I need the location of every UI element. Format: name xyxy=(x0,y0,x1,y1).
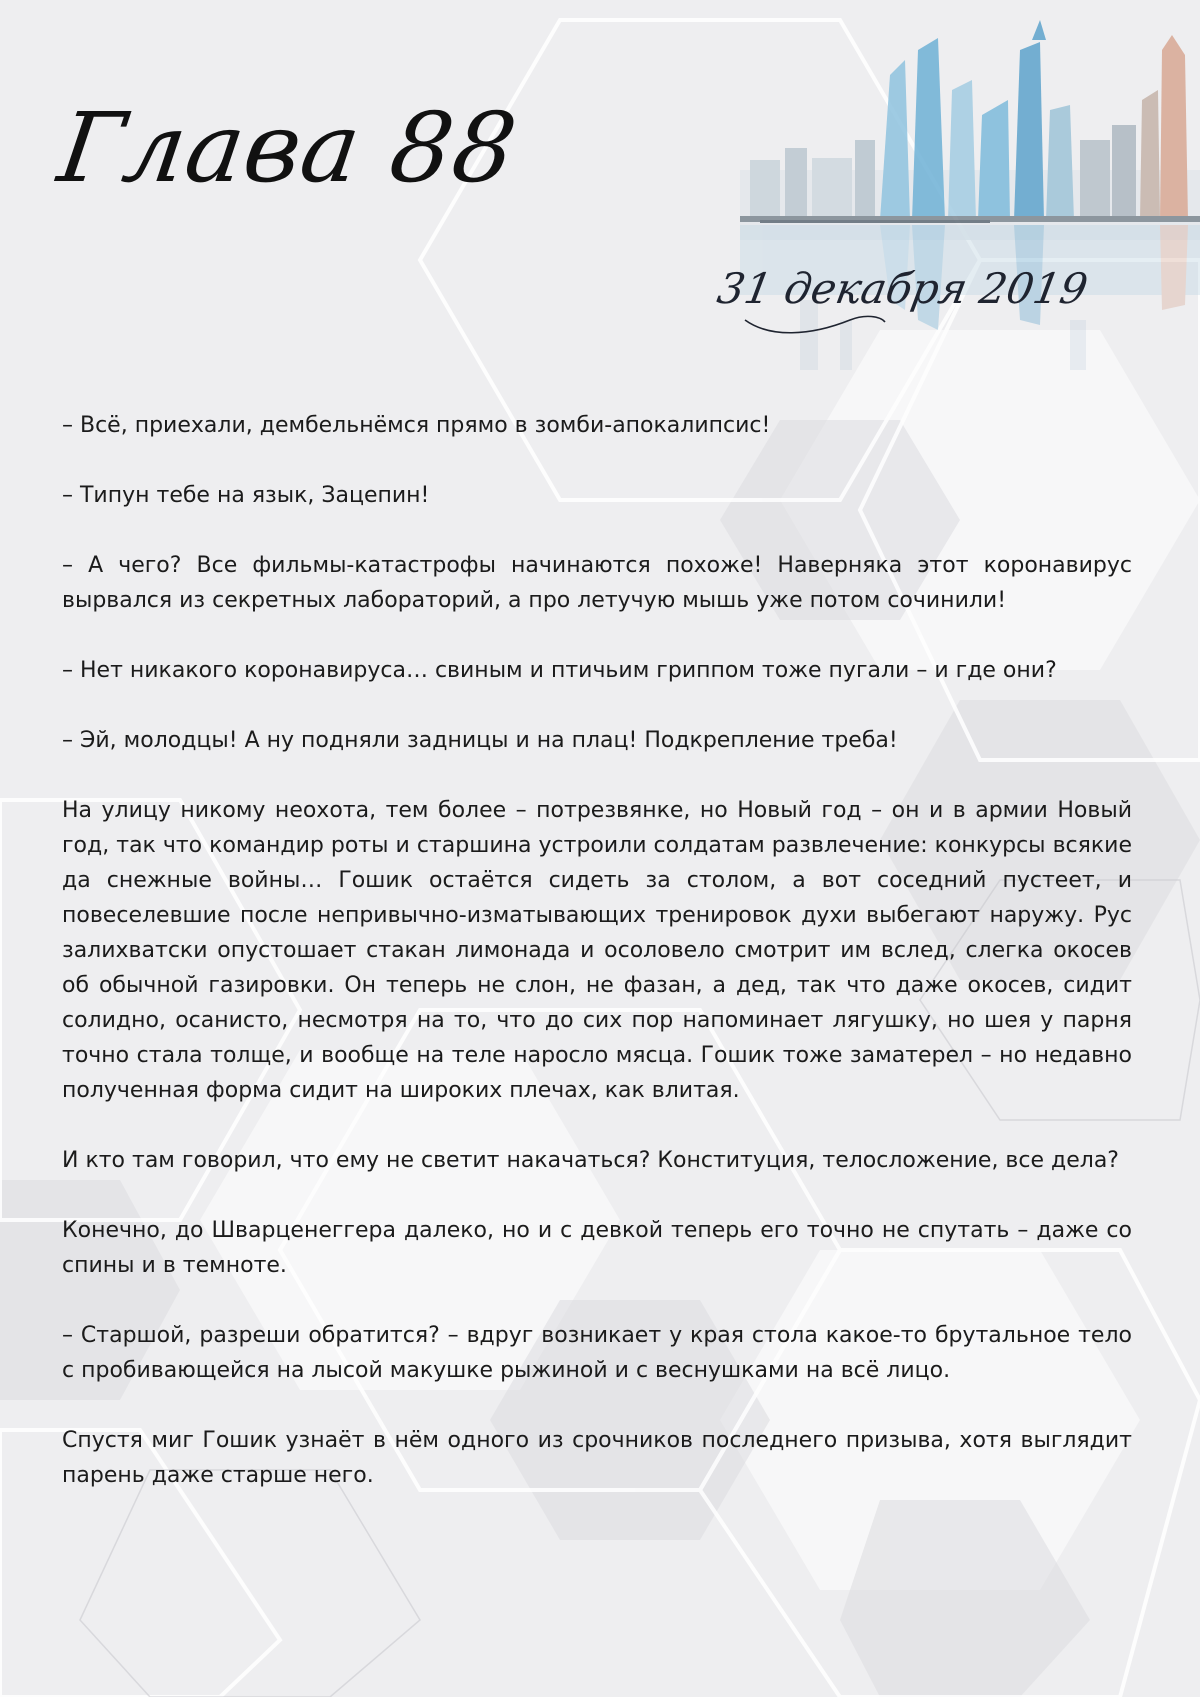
chapter-title: Глава 88 xyxy=(52,92,524,204)
paragraph: – Старшой, разреши обратится? – вдруг возникает у края стола какое-то брутальное тело с пробивающейся на лысой макушке рыжиной и с веснушками на всё лицо. xyxy=(62,1323,1132,1383)
paragraph: И кто там говорил, что ему не светит накачаться? Конституция, телосложение, все дела? xyxy=(62,1148,1119,1173)
paragraph: Конечно, до Шварценеггера далеко, но и с девкой теперь его точно не спутать – даже со спины и в темноте. xyxy=(62,1218,1132,1278)
date-flourish-decoration xyxy=(740,290,890,340)
paragraph: – Типун тебе на язык, Зацепин! xyxy=(62,483,430,508)
paragraph: – А чего? Все фильмы-катастрофы начинаются похоже! Наверняка этот коронавирус вырвался из секретных лабораторий, а про летучую мышь уже потом сочинили! xyxy=(62,553,1132,613)
paragraph: – Эй, молодцы! А ну подняли задницы и на плац! Подкрепление треба! xyxy=(62,728,898,753)
paragraph: – Нет никакого коронавируса… свиным и птичьим гриппом тоже пугали – и где они? xyxy=(62,658,1057,683)
paragraph: На улицу никому неохота, тем более – потрезвянке, но Новый год – он и в армии Новый год, так что командир роты и старшина устроили солдатам развлечение: конкурсы всякие да снежные войны… Гошик остаётся сидеть за столом, а вот соседний пустеет, и повеселевшие после непривычно-изматывающих тренировок духи выбегают наружу. Рус залихватски опустошает стакан лимонада и осоловело смотрит им вслед, слегка окосев об обычной газировки. Он теперь не слон, не фазан, а дед, так что даже окосев, сидит солидно, осанисто, несмотря на то, что до сих пор напоминает лягушку, но шея у парня точно стала толще, и вообще на теле наросло мясца. Гошик тоже заматерел – но недавно полученная форма сидит на широких плечах, как влитая. xyxy=(62,798,1132,1103)
chapter-date: 31 декабря 2019 xyxy=(713,264,1092,313)
chapter-body xyxy=(62,408,1132,1528)
paragraph: Спустя миг Гошик узнаёт в нём одного из срочников последнего призыва, хотя выглядит парень даже старше него. xyxy=(62,1428,1132,1488)
paragraph: – Всё, приехали, дембельнёмся прямо в зомби-апокалипсис! xyxy=(62,413,771,438)
